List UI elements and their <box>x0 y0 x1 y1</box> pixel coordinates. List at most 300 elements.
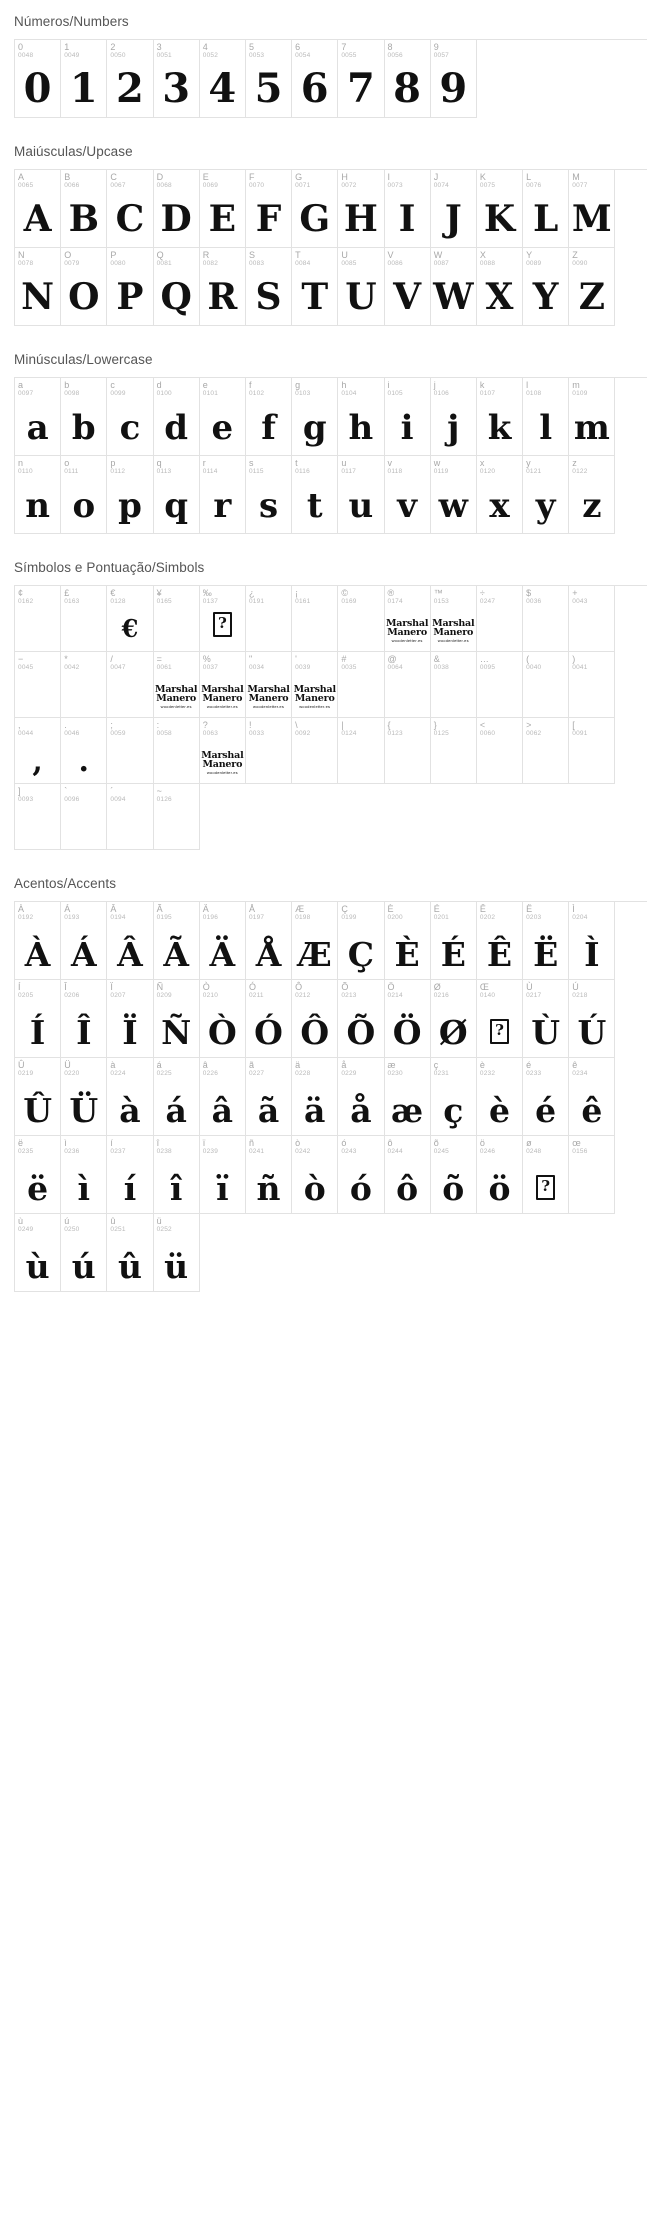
glyph-cell[interactable] <box>385 980 431 1058</box>
glyph-char-label: d <box>156 380 162 390</box>
glyph-meta <box>18 720 33 738</box>
glyph-meta <box>526 172 541 190</box>
glyph-char-label: : <box>156 720 160 730</box>
glyph-cell[interactable] <box>338 980 384 1058</box>
glyph-cell[interactable] <box>523 378 569 456</box>
glyph-code-label: 0064 <box>387 664 403 672</box>
glyph-cell[interactable] <box>15 980 61 1058</box>
glyph-cell[interactable] <box>246 456 292 534</box>
glyph-char-label: e <box>202 380 208 390</box>
glyph-cell[interactable] <box>61 378 107 456</box>
glyph-char-label: u <box>341 458 347 468</box>
glyph-meta <box>203 1060 218 1078</box>
glyph-cell[interactable] <box>246 1136 292 1214</box>
glyph-cell[interactable] <box>569 378 615 456</box>
glyph-cell[interactable] <box>107 378 153 456</box>
glyph-cell[interactable] <box>338 586 384 652</box>
glyph-cell[interactable] <box>15 1214 61 1292</box>
glyph-char-label: w <box>433 458 441 468</box>
glyph-cell[interactable] <box>385 378 431 456</box>
glyph-cell[interactable] <box>338 1058 384 1136</box>
glyph-cell[interactable] <box>523 456 569 534</box>
glyph-cell[interactable] <box>15 586 61 652</box>
glyph-cell[interactable] <box>154 586 200 652</box>
glyph-meta <box>572 1060 587 1078</box>
glyph-cell[interactable] <box>15 1058 61 1136</box>
glyph-char-label: q <box>156 458 162 468</box>
glyph-cell[interactable] <box>154 378 200 456</box>
glyph-cell[interactable] <box>569 1136 615 1214</box>
glyph-cell[interactable] <box>292 40 338 118</box>
glyph-cell[interactable] <box>523 652 569 718</box>
glyph-cell[interactable] <box>338 378 384 456</box>
glyph-cell[interactable] <box>61 170 107 248</box>
glyph-cell[interactable] <box>477 378 523 456</box>
glyph-char-label: í <box>110 1138 113 1148</box>
glyph-cell[interactable] <box>200 586 246 652</box>
glyph-meta <box>157 786 172 804</box>
glyph-cell[interactable] <box>431 902 477 980</box>
glyph-meta <box>157 982 172 1000</box>
glyph-render: € <box>121 614 139 643</box>
glyph-char-label: G <box>295 172 303 182</box>
glyph-cell[interactable] <box>431 1058 477 1136</box>
glyph-char-label: | <box>341 720 344 730</box>
glyph-cell[interactable] <box>338 170 384 248</box>
glyph-code-label: 0087 <box>433 260 449 268</box>
glyph-cell[interactable] <box>569 718 615 784</box>
glyph-render: R <box>207 276 238 318</box>
glyph-cell[interactable] <box>154 784 200 850</box>
glyph-render: Ô <box>300 1013 330 1052</box>
glyph-cell[interactable] <box>15 784 61 850</box>
glyph-code-label: 0224 <box>110 1070 126 1078</box>
logo-line-3: woodenletter.es <box>437 637 469 643</box>
glyph-char-label: k <box>479 380 485 390</box>
glyph-render: M <box>571 198 612 240</box>
glyph-render: Í <box>29 1013 46 1052</box>
glyph-cell[interactable] <box>154 1136 200 1214</box>
glyph-cell[interactable] <box>523 170 569 248</box>
glyph-code-label: 0060 <box>479 730 496 738</box>
glyph-code-label: 0247 <box>479 598 496 606</box>
glyph-cell[interactable] <box>338 718 384 784</box>
glyph-cell[interactable] <box>107 1214 153 1292</box>
brand-logo-glyph <box>385 619 430 643</box>
glyph-char-label: } <box>433 720 437 730</box>
glyph-cell[interactable] <box>292 980 338 1058</box>
glyph-char-label: Â <box>110 904 117 914</box>
glyph-cell[interactable] <box>385 718 431 784</box>
glyph-cell[interactable] <box>246 980 292 1058</box>
glyph-render: 3 <box>162 65 191 112</box>
glyph-render: G <box>299 198 331 240</box>
glyph-cell[interactable] <box>15 1136 61 1214</box>
glyph-char-label: y <box>526 458 531 468</box>
glyph-meta <box>341 1060 356 1078</box>
glyph-render: Á <box>70 935 97 974</box>
glyph-char-label: É <box>433 904 440 914</box>
glyph-meta <box>203 1138 218 1156</box>
glyph-cell[interactable] <box>15 170 61 248</box>
glyph-cell[interactable] <box>523 586 569 652</box>
glyph-cell[interactable] <box>292 652 338 718</box>
glyph-cell[interactable] <box>15 652 61 718</box>
glyph-cell[interactable] <box>61 718 107 784</box>
glyph-meta <box>203 250 218 268</box>
glyph-render: ì <box>77 1169 91 1208</box>
glyph-cell[interactable] <box>385 456 431 534</box>
glyph-cell[interactable] <box>107 456 153 534</box>
glyph-cell[interactable] <box>431 456 477 534</box>
glyph-cell[interactable] <box>569 902 615 980</box>
glyph-meta <box>526 1060 541 1078</box>
glyph-render: ù <box>25 1247 50 1286</box>
glyph-cell[interactable] <box>292 1136 338 1214</box>
glyph-cell[interactable] <box>246 40 292 118</box>
glyph-meta <box>110 1216 125 1234</box>
glyph-render: È <box>394 935 420 974</box>
glyph-cell[interactable] <box>154 718 200 784</box>
glyph-cell[interactable] <box>61 784 107 850</box>
glyph-cell[interactable] <box>569 980 615 1058</box>
glyph-meta <box>203 904 218 922</box>
glyph-cell[interactable] <box>246 170 292 248</box>
glyph-char-label: m <box>572 380 580 390</box>
glyph-cell[interactable] <box>15 40 61 118</box>
glyph-cell[interactable] <box>523 718 569 784</box>
glyph-render: N <box>21 276 55 318</box>
glyph-char-label: û <box>110 1216 116 1226</box>
glyph-char-label: " <box>248 654 253 664</box>
glyph-char-label: ~ <box>156 786 162 796</box>
glyph-code-label: 0235 <box>18 1148 34 1156</box>
glyph-cell[interactable] <box>292 170 338 248</box>
glyph-render: l <box>539 408 553 448</box>
glyph-cell[interactable] <box>61 980 107 1058</box>
glyph-cell[interactable] <box>523 1058 569 1136</box>
glyph-render: æ <box>391 1091 424 1130</box>
glyph-cell[interactable] <box>15 718 61 784</box>
glyph-render: ú <box>71 1247 96 1286</box>
glyph-render: O <box>68 276 100 318</box>
glyph-cell[interactable] <box>107 586 153 652</box>
glyph-cell[interactable] <box>61 1214 107 1292</box>
logo-line-2: Manero <box>248 693 289 705</box>
glyph-code-label: 0101 <box>202 390 219 398</box>
glyph-char-label: î <box>156 1138 160 1148</box>
glyph-char-label: Ó <box>248 982 256 992</box>
glyph-cell[interactable] <box>61 902 107 980</box>
glyph-cell[interactable] <box>523 902 569 980</box>
glyph-code-label: 0067 <box>110 182 126 190</box>
glyph-cell[interactable] <box>246 652 292 718</box>
glyph-cell[interactable] <box>569 456 615 534</box>
glyph-cell[interactable] <box>61 586 107 652</box>
glyph-cell[interactable] <box>477 652 523 718</box>
glyph-cell[interactable] <box>154 652 200 718</box>
glyph-cell[interactable] <box>154 248 200 326</box>
glyph-meta <box>157 720 172 738</box>
glyph-cell[interactable] <box>107 784 153 850</box>
glyph-cell[interactable] <box>154 980 200 1058</box>
glyph-meta <box>388 654 403 672</box>
glyph-cell[interactable] <box>569 248 615 326</box>
glyph-code-label: 0082 <box>202 260 219 268</box>
glyph-cell[interactable] <box>338 652 384 718</box>
glyph-char-label: F <box>248 172 255 182</box>
glyph-code-label: 0205 <box>18 992 34 1000</box>
glyph-cell[interactable] <box>61 456 107 534</box>
glyph-code-label: 0046 <box>64 730 80 738</box>
glyph-cell[interactable] <box>200 378 246 456</box>
glyph-char-label: à <box>110 1060 116 1070</box>
glyph-char-label: ‰ <box>202 588 212 598</box>
glyph-cell[interactable] <box>385 1058 431 1136</box>
glyph-cell[interactable] <box>338 456 384 534</box>
glyph-cell[interactable] <box>431 1136 477 1214</box>
glyph-cell[interactable] <box>154 40 200 118</box>
glyph-code-label: 0217 <box>526 992 542 1000</box>
glyph-char-label: ï <box>202 1138 206 1148</box>
glyph-cell[interactable] <box>477 1058 523 1136</box>
glyph-render: B <box>68 198 99 240</box>
glyph-cell[interactable] <box>477 902 523 980</box>
glyph-cell[interactable] <box>431 170 477 248</box>
glyph-cell[interactable] <box>477 456 523 534</box>
glyph-cell[interactable] <box>200 40 246 118</box>
glyph-cell[interactable] <box>107 980 153 1058</box>
logo-line-1: Marshal <box>432 617 475 629</box>
glyph-cell[interactable] <box>569 1058 615 1136</box>
glyph-cell[interactable] <box>246 586 292 652</box>
glyph-cell[interactable] <box>15 902 61 980</box>
glyph-render: ö <box>488 1169 511 1208</box>
glyph-render: d <box>164 408 189 448</box>
glyph-cell[interactable] <box>15 456 61 534</box>
glyph-cell[interactable] <box>107 902 153 980</box>
glyph-char-label: 0 <box>18 42 24 52</box>
glyph-cell[interactable] <box>477 248 523 326</box>
glyph-meta <box>388 588 403 606</box>
glyph-cell[interactable] <box>154 1214 200 1292</box>
glyph-render: ò <box>303 1169 326 1208</box>
glyph-char-label: c <box>110 380 115 390</box>
glyph-cell[interactable] <box>107 170 153 248</box>
glyph-char-label: ì <box>64 1138 67 1148</box>
glyph-cell[interactable] <box>107 248 153 326</box>
glyph-cell[interactable] <box>431 718 477 784</box>
glyph-cell[interactable] <box>292 718 338 784</box>
glyph-cell[interactable] <box>338 40 384 118</box>
glyph-cell[interactable] <box>385 586 431 652</box>
glyph-code-label: 0063 <box>202 730 219 738</box>
glyph-cell[interactable] <box>477 170 523 248</box>
glyph-char-label: € <box>110 588 116 598</box>
glyph-cell[interactable] <box>246 378 292 456</box>
glyph-char-label: å <box>341 1060 347 1070</box>
glyph-render: Â <box>117 935 143 974</box>
glyph-char-label: Õ <box>341 982 349 992</box>
glyph-char-label: Á <box>64 904 71 914</box>
glyph-char-label: P <box>110 250 117 260</box>
glyph-char-label: − <box>18 654 24 664</box>
glyph-cell[interactable] <box>200 1058 246 1136</box>
glyph-char-label: Ã <box>156 904 163 914</box>
glyph-char-label: Ò <box>202 982 210 992</box>
glyph-meta <box>388 904 403 922</box>
glyph-char-label: œ <box>572 1138 581 1148</box>
glyph-meta <box>249 250 264 268</box>
glyph-cell[interactable] <box>338 902 384 980</box>
glyph-cell[interactable] <box>292 1058 338 1136</box>
comma-glyph: , <box>32 744 43 779</box>
glyph-cell[interactable] <box>107 40 153 118</box>
glyph-cell[interactable] <box>246 1058 292 1136</box>
glyph-code-label: 0234 <box>572 1070 588 1078</box>
glyph-cell[interactable] <box>107 1136 153 1214</box>
glyph-cell[interactable] <box>61 248 107 326</box>
glyph-cell[interactable] <box>200 902 246 980</box>
glyph-cell[interactable] <box>61 1136 107 1214</box>
glyph-cell[interactable] <box>431 378 477 456</box>
glyph-cell[interactable] <box>154 456 200 534</box>
glyph-cell[interactable] <box>385 170 431 248</box>
glyph-cell[interactable] <box>385 652 431 718</box>
glyph-char-label: Ï <box>110 982 113 992</box>
glyph-meta <box>110 458 125 476</box>
glyph-cell[interactable] <box>246 248 292 326</box>
glyph-cell[interactable] <box>431 248 477 326</box>
glyph-meta <box>341 904 356 922</box>
glyph-code-label: 0218 <box>572 992 588 1000</box>
glyph-code-label: 0228 <box>295 1070 311 1078</box>
glyph-meta <box>203 458 218 476</box>
glyph-meta <box>64 380 79 398</box>
glyph-cell[interactable] <box>200 456 246 534</box>
glyph-cell[interactable] <box>292 378 338 456</box>
glyph-cell[interactable] <box>292 902 338 980</box>
glyph-cell[interactable] <box>107 718 153 784</box>
glyph-cell[interactable] <box>292 586 338 652</box>
glyph-code-label: 0232 <box>479 1070 496 1078</box>
glyph-char-label: ú <box>64 1216 70 1226</box>
glyph-cell[interactable] <box>385 40 431 118</box>
glyph-cell[interactable] <box>385 902 431 980</box>
glyph-cell[interactable] <box>431 586 477 652</box>
section-numbers <box>0 14 661 118</box>
glyph-code-label: 0088 <box>479 260 496 268</box>
glyph-meta <box>110 588 125 606</box>
glyph-render: Ö <box>392 1013 422 1052</box>
glyph-cell[interactable] <box>292 248 338 326</box>
glyph-cell[interactable] <box>246 718 292 784</box>
glyph-cell[interactable] <box>569 586 615 652</box>
glyph-code-label: 0065 <box>18 182 34 190</box>
glyph-cell[interactable] <box>569 170 615 248</box>
glyph-cell[interactable] <box>61 652 107 718</box>
glyph-meta <box>526 982 541 1000</box>
glyph-cell[interactable] <box>200 652 246 718</box>
glyph-char-label: r <box>202 458 206 468</box>
glyph-cell[interactable] <box>15 248 61 326</box>
glyph-cell[interactable] <box>477 1136 523 1214</box>
glyph-render: C <box>115 198 145 240</box>
glyph-cell[interactable] <box>385 248 431 326</box>
glyph-char-label: ñ <box>248 1138 254 1148</box>
glyph-cell[interactable] <box>154 1058 200 1136</box>
glyph-cell[interactable] <box>200 1136 246 1214</box>
glyph-code-label: 0209 <box>156 992 172 1000</box>
glyph-char-label: ' <box>295 654 297 664</box>
glyph-cell[interactable] <box>154 902 200 980</box>
glyph-cell[interactable] <box>569 652 615 718</box>
glyph-char-label: Ç <box>341 904 348 914</box>
glyph-meta <box>526 720 541 738</box>
glyph-cell[interactable] <box>338 248 384 326</box>
glyph-char-label: õ <box>433 1138 439 1148</box>
glyph-char-label: ã <box>248 1060 254 1070</box>
glyph-meta <box>572 654 587 672</box>
glyph-render: ç <box>443 1091 464 1130</box>
glyph-meta <box>480 982 495 1000</box>
glyph-cell[interactable] <box>200 980 246 1058</box>
glyph-cell[interactable] <box>338 1136 384 1214</box>
glyph-cell[interactable] <box>61 40 107 118</box>
glyph-meta <box>157 380 172 398</box>
glyph-cell[interactable] <box>523 248 569 326</box>
glyph-cell[interactable] <box>200 170 246 248</box>
glyph-cell[interactable] <box>292 456 338 534</box>
glyph-render: ã <box>257 1091 280 1130</box>
glyph-char-label: A <box>18 172 25 182</box>
glyph-code-label: 0103 <box>295 390 311 398</box>
glyph-cell[interactable] <box>154 170 200 248</box>
glyph-cell[interactable] <box>246 902 292 980</box>
glyph-cell[interactable] <box>431 980 477 1058</box>
glyph-meta <box>18 380 33 398</box>
glyph-cell[interactable] <box>477 980 523 1058</box>
sections-container <box>0 14 661 1292</box>
glyph-cell[interactable] <box>523 980 569 1058</box>
glyph-cell[interactable] <box>200 248 246 326</box>
glyph-cell[interactable] <box>107 652 153 718</box>
glyph-code-label: 0047 <box>110 664 126 672</box>
glyph-meta <box>480 720 495 738</box>
glyph-code-label: 0199 <box>341 914 357 922</box>
glyph-meta <box>572 982 587 1000</box>
glyph-char-label: M <box>572 172 580 182</box>
glyph-meta <box>64 1138 79 1156</box>
glyph-cell[interactable] <box>477 586 523 652</box>
glyph-cell[interactable] <box>61 1058 107 1136</box>
glyph-code-label: 0128 <box>110 598 126 606</box>
logo-line-1: Marshal <box>247 683 290 695</box>
glyph-meta <box>203 588 218 606</box>
glyph-cell[interactable] <box>385 1136 431 1214</box>
glyph-render: Y <box>532 276 559 318</box>
glyph-cell[interactable] <box>477 718 523 784</box>
glyph-cell[interactable] <box>523 1136 569 1214</box>
glyph-cell[interactable] <box>200 718 246 784</box>
glyph-render: á <box>165 1091 187 1130</box>
glyph-cell[interactable] <box>431 652 477 718</box>
glyph-cell[interactable] <box>107 1058 153 1136</box>
glyph-cell[interactable] <box>431 40 477 118</box>
glyph-cell[interactable] <box>15 378 61 456</box>
glyph-char-label: ¢ <box>18 588 24 598</box>
glyph-code-label: 0079 <box>64 260 80 268</box>
